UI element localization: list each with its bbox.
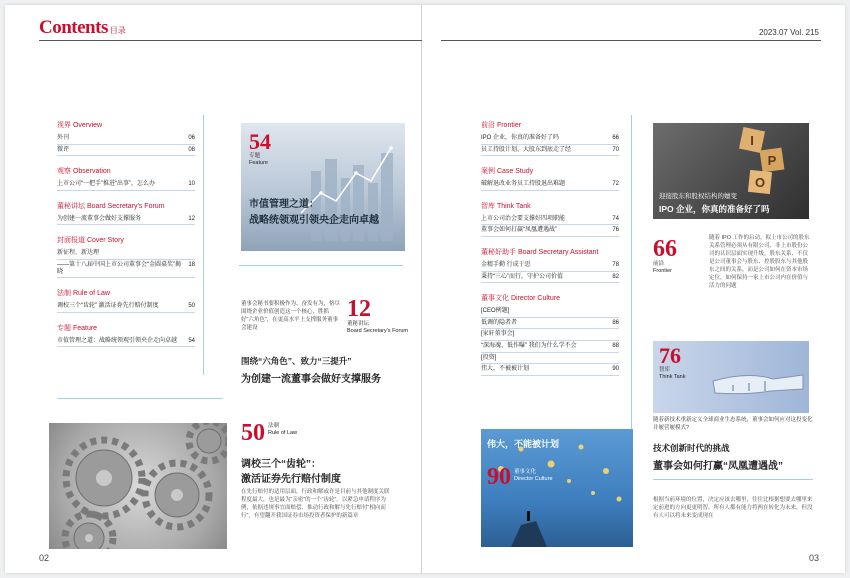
svg-text:I: I [750,133,754,148]
masthead-title: Contents [39,17,108,38]
divider-horizontal [57,398,223,399]
toc-section-title: 前沿 Frontier [481,122,522,129]
frontier-banner-2: IPO 企业，你真的准备好了吗 [659,204,770,214]
law-tag-en: Rule of Law [268,429,298,436]
culture-tag [487,465,553,489]
right-toc [481,120,619,386]
issue-label: 2023.07 Vol. 215 [758,28,819,37]
toc-entry[interactable] [481,306,619,318]
toc-entry-title: [家轩董事会] [481,331,515,338]
toc-entry[interactable] [481,179,619,191]
culture-tag-cn: 董事文化 [514,469,537,475]
toc-section-title: 观察 Observation [57,168,111,176]
toc-section-title: 视界 Overview [57,122,103,129]
toc-entry[interactable] [57,260,195,278]
toc-entry-title: 员工持股计划、大股东到底走了经 [481,146,572,153]
toc-section [57,323,195,348]
forum-intro-text: 董事会秘书要积极作为、奋发有为，恪尽围绕企业价值创造这一个核心，胜抓好“六角色”，在更高水平上支撑服务董事会建设 [241,301,341,331]
toc-entry-page: 10 [188,181,195,188]
toc-entry-page: 90 [612,366,619,373]
think-tag-en: Think Tank [659,373,686,380]
toc-entry[interactable] [57,336,195,348]
law-tag [241,421,297,445]
masthead [39,17,126,39]
frontier-tag [653,237,677,274]
culture-tag-en: Director Culture [514,475,553,482]
toc-entry-page: 74 [612,215,619,222]
toc-entry-title: [投资] [481,354,497,361]
toc-section-title: 董秘好助手 Board Secretary Assistant [481,248,599,256]
law-number: 50 [241,420,265,446]
toc-entry-title: 为创建一流董事会做好支撑服务 [57,215,142,222]
think-tag-cn: 智库 [659,367,671,373]
toc-entry[interactable] [57,145,195,157]
toc-entry[interactable] [57,301,195,313]
divider-horizontal [239,265,403,266]
toc-entry-page: 06 [188,135,195,141]
right-page [423,5,845,573]
toc-entry-page: 78 [612,261,619,268]
toc-entry[interactable] [481,329,619,341]
think-number: 76 [659,343,681,368]
toc-entry[interactable] [57,214,195,226]
toc-entry-page: 54 [188,337,195,344]
feature-tag [249,131,271,166]
toc-entry[interactable] [481,364,619,376]
toc-section [481,166,619,191]
left-toc [57,120,195,357]
frontier-tag-en: Frontier [653,267,672,274]
svg-text:O: O [754,175,766,190]
forum-tag-en: Board Secretary's Forum [347,327,408,334]
toc-entry-page: 88 [612,342,619,349]
toc-entry[interactable] [481,145,619,157]
toc-entry[interactable] [57,133,195,145]
feature-tag-en: Feature [249,159,268,166]
toc-entry[interactable] [481,133,619,145]
header-rule [441,40,821,41]
toc-section-title: 董秘讲坛 Board Secretary's Forum [57,202,165,210]
frontier-number: 66 [653,236,677,262]
toc-section-title: 法制 Rule of Law [57,290,110,298]
forum-intro [241,301,341,333]
left-page [5,5,422,573]
toc-section [57,120,195,156]
toc-entry[interactable] [481,214,619,226]
toc-entry-title: 破解退改业务员工持股退出难题 [481,181,566,188]
toc-entry-title: 调校三个“齿轮” 激活证券先行赔付制度 [57,303,159,310]
forum-number: 12 [347,296,371,322]
feature-headline-2: 战略统领观引领央企走向卓越 [249,215,379,226]
toc-section [481,120,619,156]
toc-section-title: 专题 Feature [57,324,98,332]
toc-entry[interactable] [481,272,619,284]
toc-entry-page: 18 [188,261,195,268]
think-headline: 董事会如何打赢“凤凰遭遇战” [653,461,783,472]
culture-number: 90 [487,464,511,490]
robot-hand-image [653,341,809,413]
divider-vertical [631,115,632,435]
toc-entry-page: 70 [612,146,619,153]
toc-entry-page: 86 [612,319,619,326]
toc-entry-title: 市值管理之道：战略统领观引领央企走向卓越 [57,337,178,344]
header-rule [39,40,422,41]
forum-headline: 为创建一流董事会做好支撑服务 [241,374,381,385]
toc-section [481,247,619,283]
toc-section [481,201,619,237]
toc-entry-page: 08 [188,146,195,153]
toc-entry[interactable] [57,248,195,260]
toc-entry[interactable] [481,353,619,365]
toc-entry-title: 董事会如何打赢“凤凰遭遇战” [481,227,557,234]
toc-entry-title: 上市公司“一把手”推进“出事”，怎么办 [57,181,155,188]
feature-headline-1: 市值管理之道： [249,199,319,210]
gears-illustration [49,423,227,549]
toc-entry[interactable] [481,341,619,353]
page-number-left: 02 [39,553,50,563]
toc-entry-page: 66 [612,135,619,141]
frontier-paragraph: 随着 IPO 工作的启动，拟上市公司的股东关系管理必须从有限公司、非上市股份公司的认识层面实现升级，股东关系、不仅是公司董事会与股东、控股股东与其他股东之间的关系，而是公司如何在资本市场定位，如何保持一家上市公司内在价值与活力的问题 [709,235,810,289]
forum-tag [347,297,408,334]
masthead-subtitle: 目录 [109,26,126,35]
think-tag [659,345,686,380]
toc-entry-title: 上市公司治会要支撑好四项职能 [481,215,566,222]
law-headline-2: 激活证券先行赔付制度 [241,474,341,485]
toc-entry-title: 低调的隐者者 [481,319,518,326]
toc-section [57,201,195,226]
toc-section [481,293,619,376]
toc-entry-title: 微评 [57,146,70,153]
culture-tag-text [514,469,553,482]
toc-entry[interactable] [57,179,195,191]
feature-tag-cn: 专题 [249,153,261,159]
culture-paragraph: 根据当前环境的位置，决定应该去哪里，往往比根据想要去哪里来定前进的方向更更明智。所有人都有能力将两在转化为未来，但没有人可以将未来变成现在 [653,497,813,519]
toc-section [57,166,195,191]
divider-vertical [203,115,204,375]
toc-section-title: 封面报道 Cover Story [57,237,124,245]
feature-number: 54 [249,129,271,154]
toc-entry-title: 秉持“三心”而行，守护公司价值 [481,273,563,280]
think-subhead: 技术创新时代的挑战 [653,443,730,453]
page-number-right: 03 [808,553,819,563]
toc-entry-page: 72 [612,181,619,188]
toc-entry-title: [CEO例题] [481,308,510,315]
toc-entry[interactable] [481,260,619,272]
toc-entry[interactable] [481,318,619,330]
toc-entry-title: “深海魂、低作曝” 我们为什么学不会 [481,342,577,349]
toc-section-title: 智库 Think Tank [481,202,531,210]
frontier-banner-1: 迎接股东和股权结构的嬗变 [659,193,737,200]
gears-image [49,423,227,549]
toc-entry-page: 12 [188,215,195,222]
culture-banner: 伟大，不能被计划 [487,439,560,449]
toc-entry-title: IPO 企业，你真的准备好了吗 [481,135,560,141]
ipo-cubes-image [653,123,809,219]
magazine-spread [5,5,845,573]
toc-entry-page: 76 [612,227,619,234]
toc-entry-title: 金精手勤 行成于思 [481,261,531,268]
toc-entry-title: ——第十八届中国上市公司董事会“金圆桌奖”揭晓 [57,261,181,275]
toc-section [57,288,195,313]
divider-horizontal [653,479,813,480]
toc-entry-title: 伟大，不被被计划 [481,366,530,373]
forum-subhead: 围绕“六角色”、致力“三提升” [241,356,352,366]
toc-section [57,235,195,278]
forum-tag-cn: 董秘讲坛 [347,321,370,327]
toc-entry[interactable] [481,225,619,237]
frontier-tag-cn: 前沿 [653,261,665,267]
law-tag-cn: 法制 [268,423,280,429]
culture-lights-image [481,429,633,547]
toc-entry-title: 新征程、新达理 [57,250,100,257]
law-paragraph: 在先行赔付的适用层面，行政和解或许是目前与其他制度关联程度最大，也是最为“亲密”的一个“齿轮”。以紧急申请程序为例，依据违规事宜面赔偿、推动行政和解与先行赔付“相向而行”，有望翻开我国证券市场投资者保护的新篇章 [241,489,390,519]
toc-entry-page: 50 [188,303,195,310]
think-intro: 随着新技术重新定义全球商业生态系统，董事会如何应对这投变化并履营履模式? [653,417,813,431]
toc-section-title: 案例 Case Study [481,168,534,176]
svg-text:P: P [767,153,777,168]
toc-entry-title: 外刊 [57,135,70,141]
feature-cover-image [241,123,405,251]
toc-entry-page: 82 [612,273,619,280]
law-tag-text [268,423,297,436]
law-headline-1: 调校三个“齿轮”： [241,459,321,470]
toc-section-title: 董事文化 Director Culture [481,295,560,303]
